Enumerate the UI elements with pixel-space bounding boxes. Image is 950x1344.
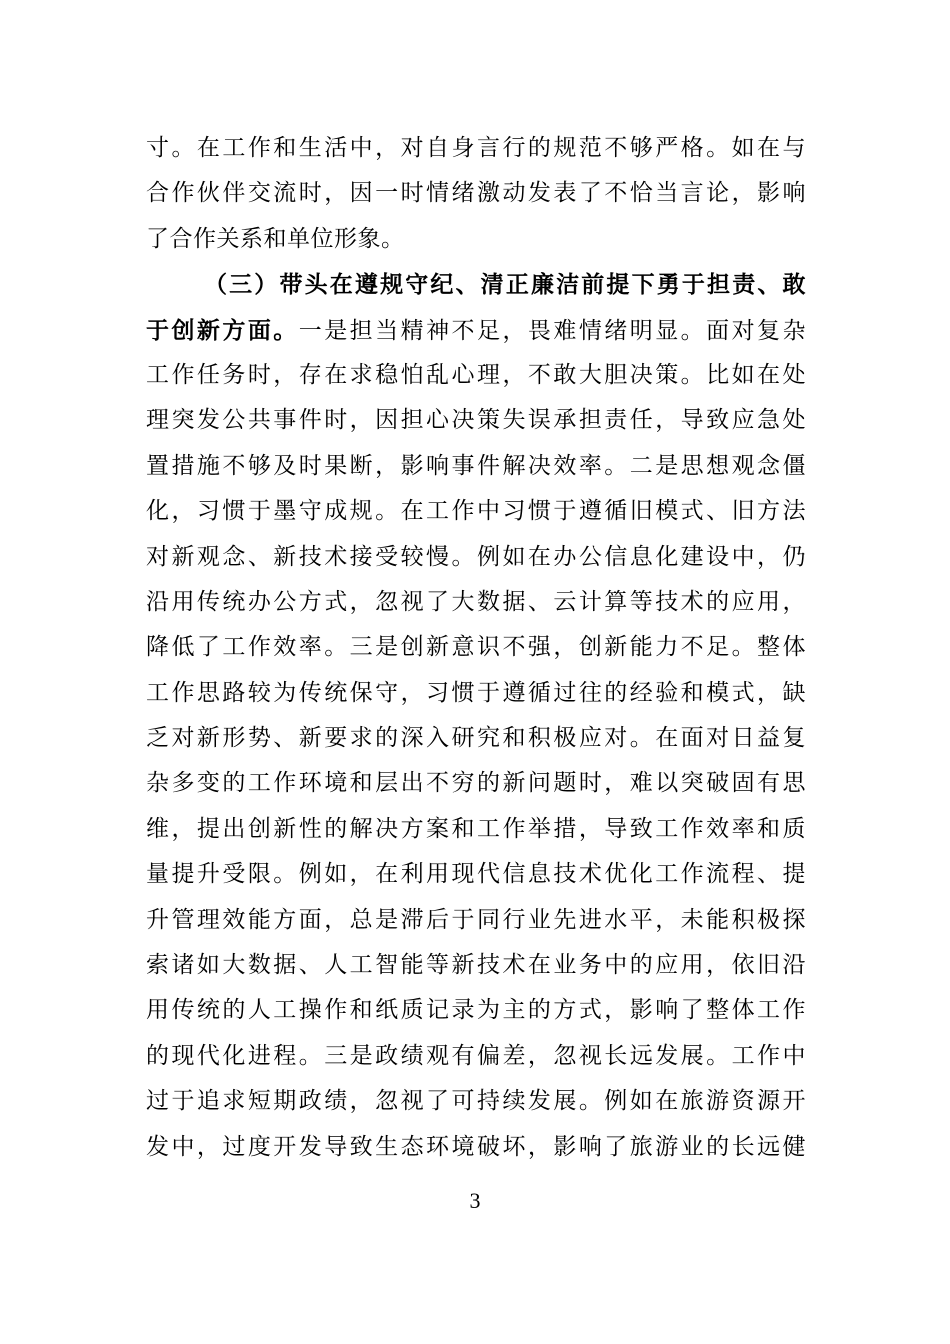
text-line: 用传统的人工操作和纸质记录为主的方式，影响了整体工作: [146, 997, 806, 1024]
text-line: 理突发公共事件时，因担心决策失误承担责任，导致应急处: [146, 407, 806, 434]
text-line: 沿用传统办公方式，忽视了大数据、云计算等技术的应用，: [146, 588, 806, 615]
text-line: [146, 308, 806, 353]
page-number: 3: [469, 1188, 481, 1213]
text-line: 过于追求短期政绩，忽视了可持续发展。例如在旅游资源开: [146, 1088, 806, 1115]
text-line: 降低了工作效率。三是创新意识不强，创新能力不足。整体: [146, 634, 806, 661]
text-line: 工作思路较为传统保守，习惯于遵循过往的经验和模式，缺: [146, 679, 806, 706]
text-line: 维，提出创新性的解决方案和工作举措，导致工作效率和质: [146, 815, 806, 842]
text-line: 对新观念、新技术接受较慢。例如在办公信息化建设中，仍: [146, 543, 806, 570]
text-line-rest: 一是担当精神不足，畏难情绪明显。面对复杂: [298, 317, 807, 344]
text-line: 索诸如大数据、人工智能等新技术在业务中的应用，依旧沿: [146, 952, 806, 979]
text-line: 乏对新形势、新要求的深入研究和积极应对。在面对日益复: [146, 725, 806, 752]
text-line: 发中，过度开发导致生态环境破坏，影响了旅游业的长远健: [146, 1133, 806, 1160]
section-heading: （三）带头在遵规守纪、清正廉洁前提下勇于担责、敢: [204, 271, 806, 299]
text-line: 置措施不够及时果断，影响事件解决效率。二是思想观念僵: [146, 452, 806, 479]
text-line: 量提升受限。例如，在利用现代信息技术优化工作流程、提: [146, 861, 806, 888]
section-heading-continued: 于创新方面。: [146, 316, 299, 344]
text-line: 工作任务时，存在求稳怕乱心理，不敢大胆决策。比如在处: [146, 361, 806, 388]
body-text: [146, 126, 806, 1170]
text-line: 寸。在工作和生活中，对自身言行的规范不够严格。如在与: [146, 135, 806, 161]
text-line: 的现代化进程。三是政绩观有偏差，忽视长远发展。工作中: [146, 1042, 806, 1069]
text-line: 升管理效能方面，总是滞后于同行业先进水平，未能积极探: [146, 906, 806, 933]
text-line: 了合作关系和单位形象。: [146, 225, 405, 252]
text-line: 化，习惯于墨守成规。在工作中习惯于遵循旧模式、旧方法: [146, 498, 806, 525]
text-line: 杂多变的工作环境和层出不穷的新问题时，难以突破固有思: [146, 770, 806, 797]
text-line: 合作伙伴交流时，因一时情绪激动发表了不恰当言论，影响: [146, 180, 806, 207]
